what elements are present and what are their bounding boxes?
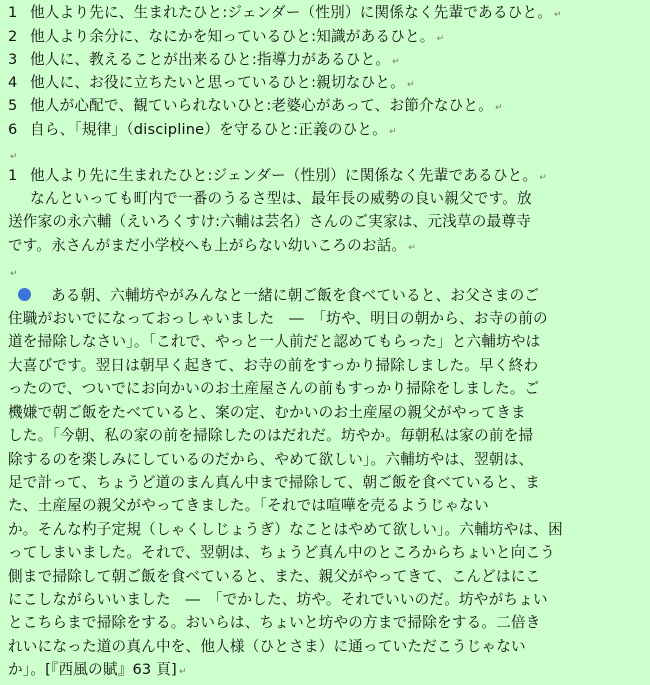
- story-line: にこしながらいいました ― 「でかした、坊や。それでいいのだ。坊やがちょい: [8, 591, 548, 608]
- paragraph-mark-icon: ↵: [406, 80, 415, 90]
- list-text: 他人より余分に、なにかを知っているひと:知識があるひと。: [30, 28, 435, 45]
- list-item: 6 自ら、「規律」（discipline）を守るひと:正義のひと。 ↵: [8, 121, 397, 138]
- paragraph-mark-icon: ↵: [408, 243, 417, 253]
- list-item: 1 他人より先に、生まれたひと:ジェンダー（性別）に関係なく先輩であるひと。 ↵: [8, 4, 562, 21]
- story-line: 足で計って、ちょうど道のまん真ん中まで掃除して、朝ご飯を食べていると、ま: [8, 474, 540, 491]
- list-text: 他人に、教えることが出来るひと:指導力があるひと。: [30, 51, 391, 68]
- list-item: 5 他人が心配で、観ていられないひと:老婆心があって、お節介なひと。 ↵: [8, 97, 503, 114]
- intro-line: なんといっても町内で一番のうるさ型は、最年長の威勢の良い親父です。放: [30, 190, 532, 207]
- list-text: 自ら、「規律」（discipline）を守るひと:正義のひと。: [30, 121, 387, 138]
- paragraph-mark-icon: ↵: [389, 127, 397, 137]
- story-line: れいになった道の真ん中を、他人様（ひとさま）に通っていただこうじゃない: [8, 638, 526, 655]
- list-text: 他人より先に、生まれたひと:ジェンダー（性別）に関係なく先輩であるひと。: [30, 4, 553, 21]
- story-line: 除するのを楽しみにしているのだから、やめて欲しい」。六輔坊やは、翌朝は、: [8, 451, 534, 468]
- story-line: か。そんな杓子定規（しゃくしじょうぎ）なことはやめて欲しい」。六輔坊やは、困: [8, 521, 563, 538]
- list-item: 3 他人に、教えることが出来るひと:指導力があるひと。 ↵: [8, 51, 400, 68]
- paragraph-mark-icon: ↵: [554, 10, 562, 20]
- story-line: か」。[『西風の賦』63 頁] ↵: [8, 661, 187, 678]
- paragraph-mark-icon: ↵: [495, 103, 503, 113]
- list-item: 4 他人に、お役に立ちたいと思っているひと:親切なひと。 ↵: [8, 74, 415, 91]
- bullet-icon: [18, 288, 31, 301]
- story-line: した。「今朝、私の家の前を掃除したのはだれだ。坊やか。毎朝私は家の前を掃: [8, 427, 534, 444]
- story-line: た、土産屋の親父がやってきました。「それでは喧嘩を売るようじゃない: [8, 497, 489, 514]
- story-line: とこちらまで掃除をする。おいらは、ちょいと坊やの方まで掃除をする。二倍き: [8, 614, 541, 631]
- intro-line: 送作家の永六輔（えいろくすけ:六輔は芸名）さんのご実家は、元浅草の最尊寺: [8, 213, 531, 230]
- intro-line: です。永さんがまだ小学校へも上がらない幼いころのお話。 ↵: [8, 237, 417, 254]
- blank-line: [8, 145, 644, 167]
- story-line: 大喜びです。翌日は朝早く起きて、お寺の前をすっかり掃除しました。早く終わ: [8, 357, 539, 374]
- paragraph-mark-icon: ↵: [436, 34, 445, 44]
- story-line: 住職がおいでになっておっしゃいました ― 「坊や、明日の朝から、お寺の前の: [8, 310, 548, 327]
- story-line: ってしまいました。それで、翌朝は、ちょうど真ん中のところからちょいと向こう: [8, 544, 556, 561]
- paragraph-mark-icon: ↵: [10, 269, 18, 279]
- list-text: 他人が心配で、観ていられないひと:老婆心があって、お節介なひと。: [30, 97, 493, 114]
- blank-line: [8, 262, 644, 284]
- story-line: ある朝、六輔坊やがみんなと一緒に朝ご飯を食べていると、お父さまのご: [18, 286, 644, 306]
- story-line: 道を掃除しなさい」。「これで、やっと一人前だと認めてもらった」と六輔坊やは: [8, 333, 541, 350]
- list-item: 2 他人より余分に、なにかを知っているひと:知識があるひと。 ↵: [8, 28, 445, 45]
- story-line: ったので、ついでにお向かいのお土産屋さんの前もすっかり掃除をしました。ご: [8, 380, 540, 397]
- paragraph-mark-icon: ↵: [178, 667, 187, 677]
- paragraph-mark-icon: ↵: [10, 152, 18, 162]
- story-line: 機嫌で朝ご飯をたべていると、案の定、むかいのお土産屋の親父がやってきま: [8, 404, 526, 421]
- section-heading: 1 他人より先に生まれたひと:ジェンダー（性別）に関係なく先輩であるひと。 ↵: [8, 167, 547, 184]
- paragraph-mark-icon: ↵: [392, 57, 400, 67]
- paragraph-mark-icon: ↵: [539, 173, 547, 183]
- list-text: 他人に、お役に立ちたいと思っているひと:親切なひと。: [30, 74, 405, 91]
- story-line: 側まで掃除して朝ご飯を食べていると、また、親父がやってきて、こんどはにこ: [8, 568, 541, 585]
